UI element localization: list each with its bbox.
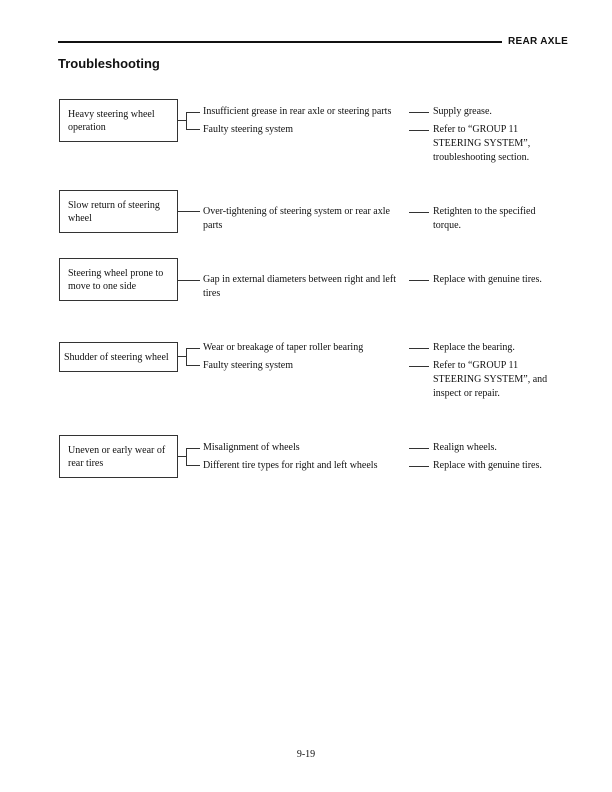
connector-line <box>178 356 186 357</box>
connector-line <box>178 211 200 212</box>
symptom-box-slow-return <box>59 190 178 233</box>
cause-text: Insufficient grease in rear axle or steering parts <box>203 106 392 117</box>
symptom-text: Heavy steering wheel operation <box>68 108 155 133</box>
page-number: 9-19 <box>296 749 316 760</box>
leader-line <box>409 448 429 449</box>
leader-line <box>409 366 429 367</box>
cause-text: Gap in external diameters between right and left tires <box>203 274 396 299</box>
remedy-text: Refer to “GROUP 11 STEERING SYSTEM”, and inspect or repair. <box>433 360 548 399</box>
leader-line <box>409 280 429 281</box>
remedy-text: Supply grease. <box>433 106 492 117</box>
leader-line <box>409 130 429 131</box>
remedy-text: Refer to “GROUP 11 STEERING SYSTEM”, troubleshooting section. <box>433 124 531 163</box>
connector-line <box>178 280 200 281</box>
remedy-text: Replace with genuine tires. <box>433 274 542 285</box>
symptom-text: Steering wheel prone to move to one side <box>68 267 164 292</box>
leader-line <box>409 348 429 349</box>
connector-line <box>186 365 200 366</box>
leader-line <box>409 466 429 467</box>
bracket-line <box>186 112 187 129</box>
symptom-box-tire-wear <box>59 435 178 478</box>
remedy-text: Realign wheels. <box>433 442 497 453</box>
symptom-box-pulls-to-side <box>59 258 178 301</box>
symptom-text: Slow return of steering wheel <box>68 199 160 224</box>
symptom-box-heavy-steering <box>59 99 178 142</box>
symptom-text: Uneven or early wear of rear tires <box>68 444 166 469</box>
symptom-box-shudder <box>59 342 178 372</box>
cause-text: Misalignment of wheels <box>203 442 300 453</box>
page-title: Troubleshooting <box>58 56 160 71</box>
connector-line <box>186 348 200 349</box>
leader-line <box>409 212 429 213</box>
cause-text: Over-tightening of steering system or rear axle parts <box>203 206 390 231</box>
bracket-line <box>186 348 187 365</box>
leader-line <box>409 112 429 113</box>
connector-line <box>186 129 200 130</box>
connector-line <box>178 456 186 457</box>
connector-line <box>178 120 186 121</box>
cause-text: Faulty steering system <box>203 360 293 371</box>
connector-line <box>186 448 200 449</box>
cause-text: Different tire types for right and left wheels <box>203 460 378 471</box>
symptom-text: Shudder of steering wheel <box>64 351 169 363</box>
section-title: REAR AXLE <box>508 36 569 47</box>
cause-text: Wear or breakage of taper roller bearing <box>203 342 364 353</box>
remedy-text: Replace with genuine tires. <box>433 460 542 471</box>
connector-line <box>186 465 200 466</box>
cause-text: Faulty steering system <box>203 124 293 135</box>
connector-line <box>186 112 200 113</box>
remedy-text: Retighten to the specified torque. <box>433 206 536 231</box>
remedy-text: Replace the bearing. <box>433 342 515 353</box>
bracket-line <box>186 448 187 465</box>
header-rule <box>58 41 502 43</box>
